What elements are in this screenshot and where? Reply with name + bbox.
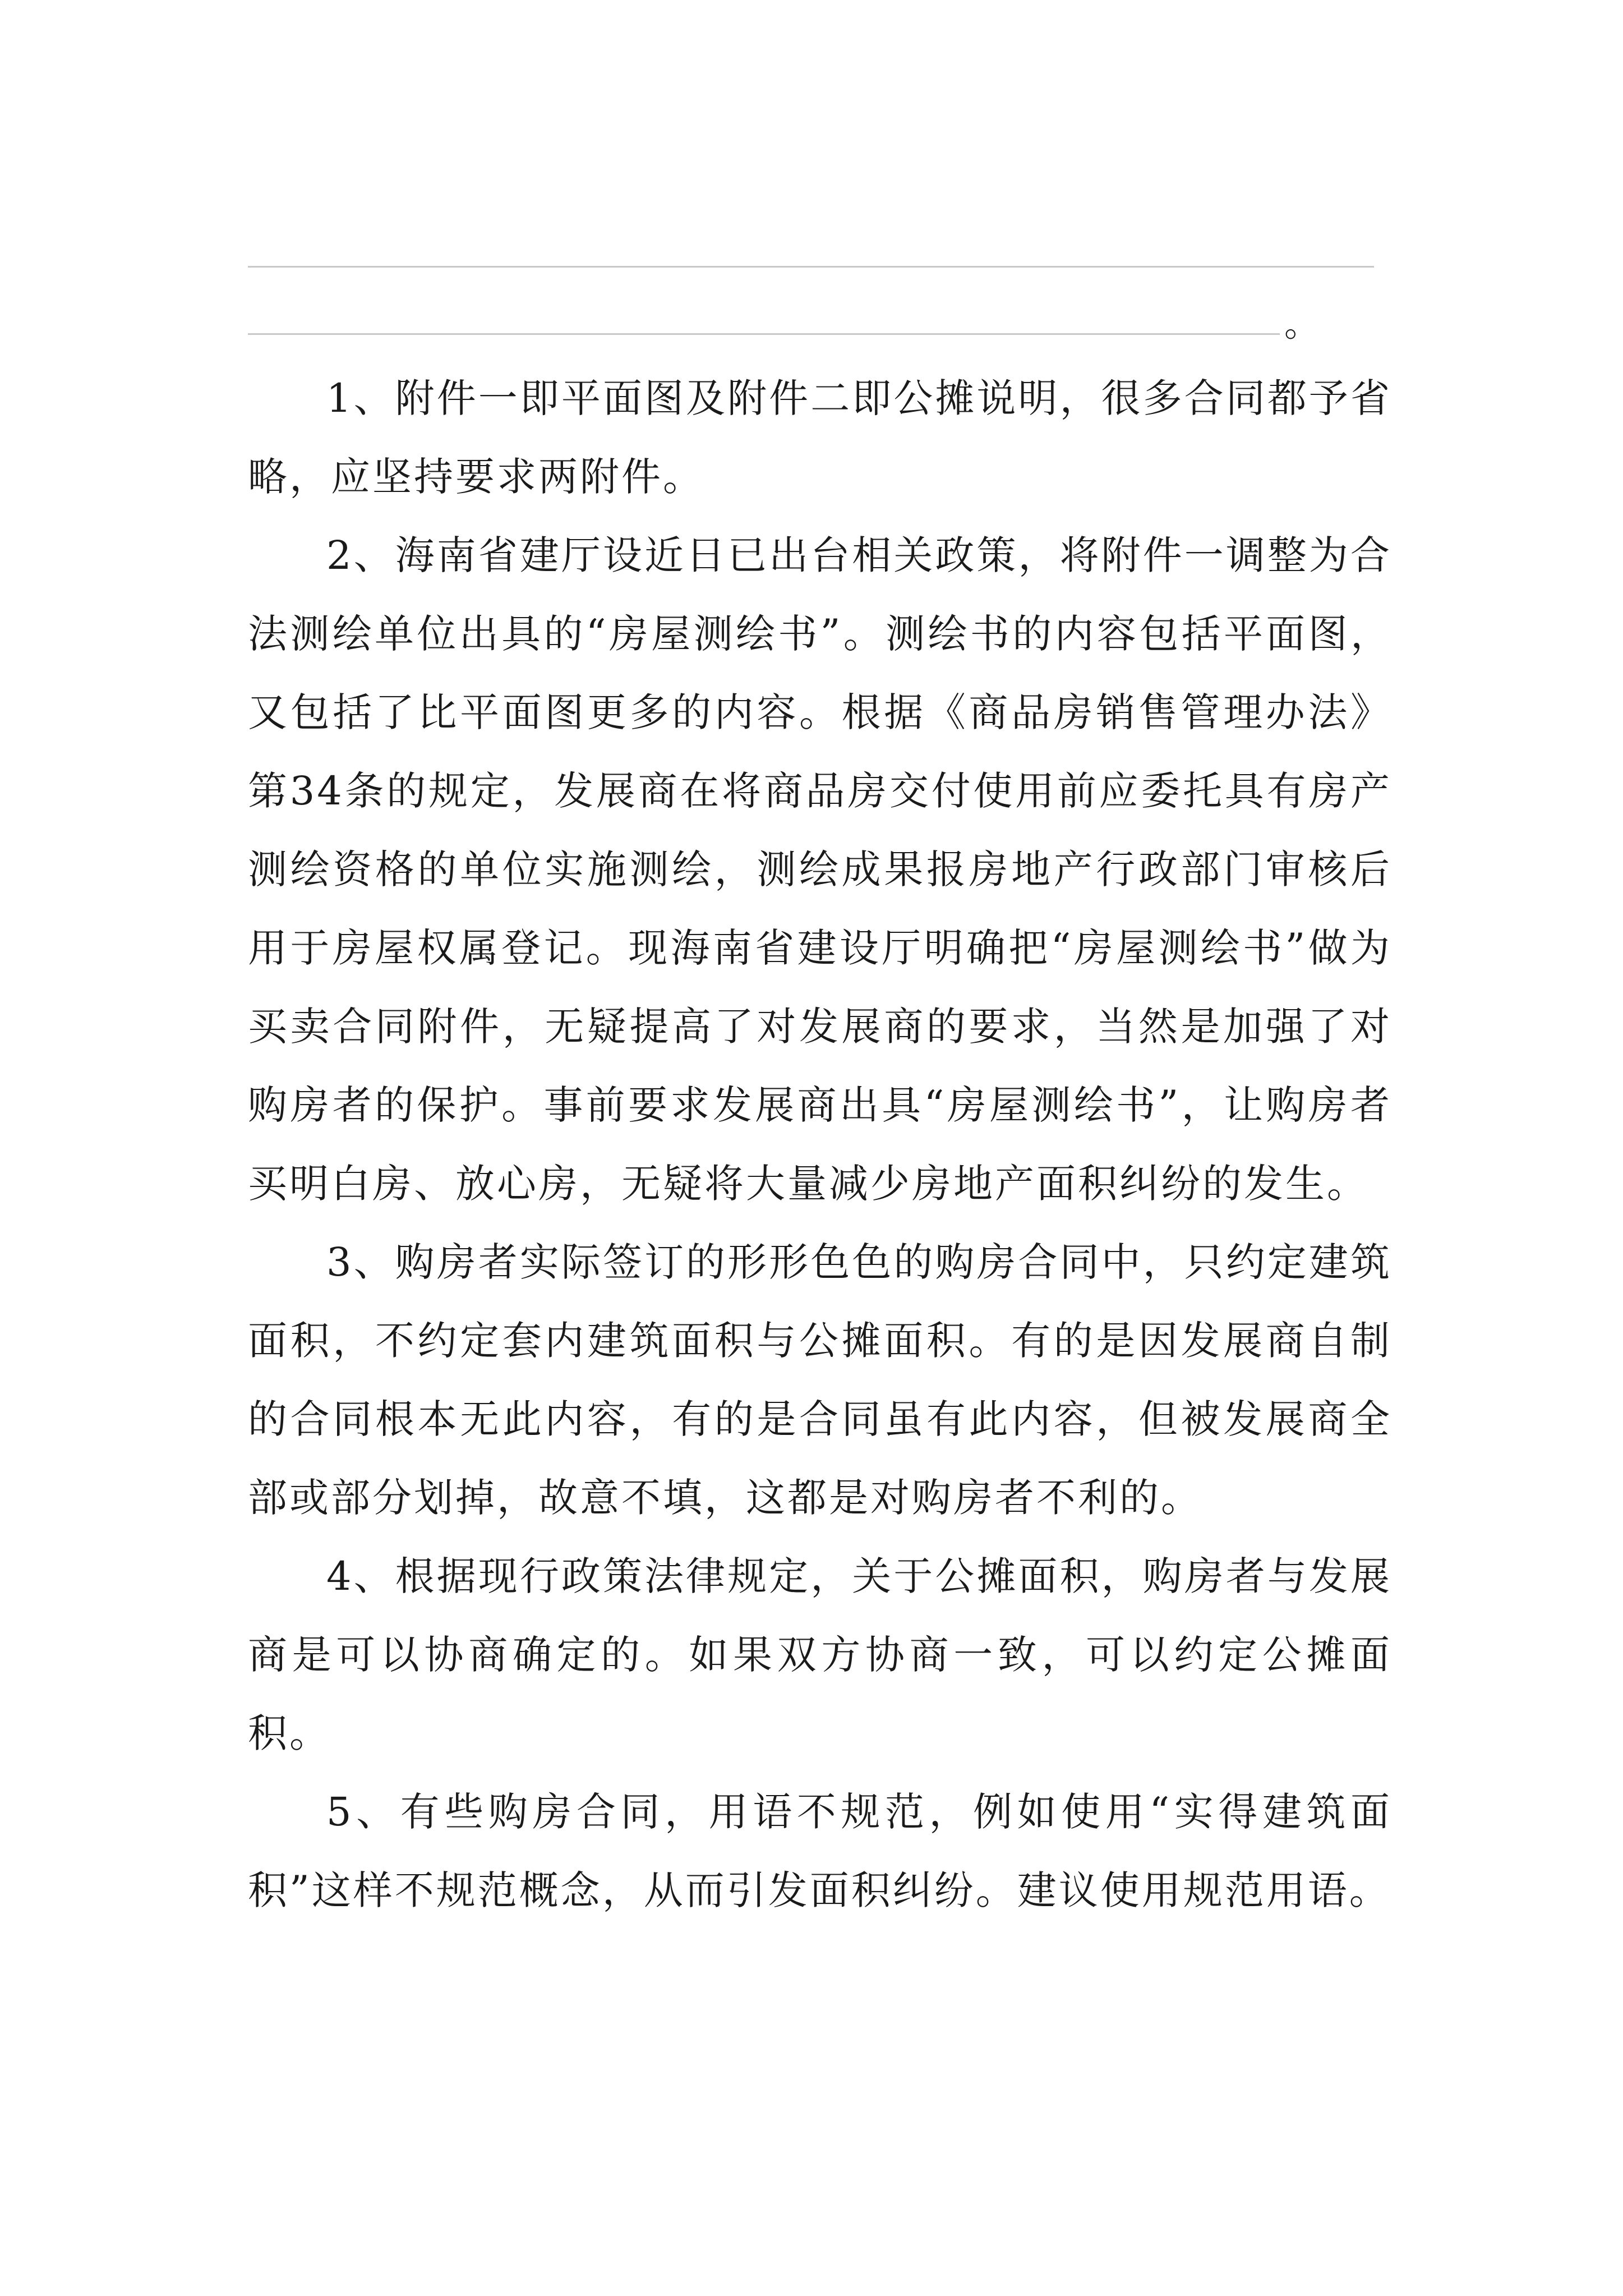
paragraph-1: 1、附件一即平面图及附件二即公摊说明，很多合同都予省略，应坚持要求两附件。 [248, 375, 1392, 500]
blank-line-end-mark: 。 [1284, 303, 1320, 344]
paragraph-3: 3、购房者实际签订的形形色色的购房合同中，只约定建筑面积，不约定套内建筑面积与公摊面积。有的是因发展商自制的合同根本无此内容，有的是合同虽有此内容，但被发展商全部或部分划掉，故意不填，这都是对购房者不利的。 [248, 1239, 1392, 1521]
document-body [248, 359, 1392, 1930]
paragraph-4: 4、根据现行政策法律规定，关于公摊面积，购房者与发展商是可以协商确定的。如果双方协商一致，可以约定公摊面积。 [248, 1553, 1392, 1756]
blank-fill-line [248, 333, 1280, 335]
paragraph-2: 2、海南省建厅设近日已出台相关政策，将附件一调整为合法测绘单位出具的“房屋测绘书”。测绘书的内容包括平面图，又包括了比平面图更多的内容。根据《商品房销售管理办法》第34条的规定，发展商在将商品房交付使用前应委托具有房产测绘资格的单位实施测绘，测绘成果报房地产行政部门审核后用于房屋权属登记。现海南省建设厅明确把“房屋测绘书”做为买卖合同附件，无疑提高了对发展商的要求，当然是加强了对购房者的保护。事前要求发展商出具“房屋测绘书”，让购房者买明白房、放心房，无疑将大量减少房地产面积纠纷的发生。 [248, 532, 1392, 1207]
blank-fill-line [248, 266, 1374, 268]
paragraph-5: 5、有些购房合同，用语不规范，例如使用“实得建筑面积”这样不规范概念，从而引发面积纠纷。建议使用规范用语。 [248, 1789, 1392, 1913]
